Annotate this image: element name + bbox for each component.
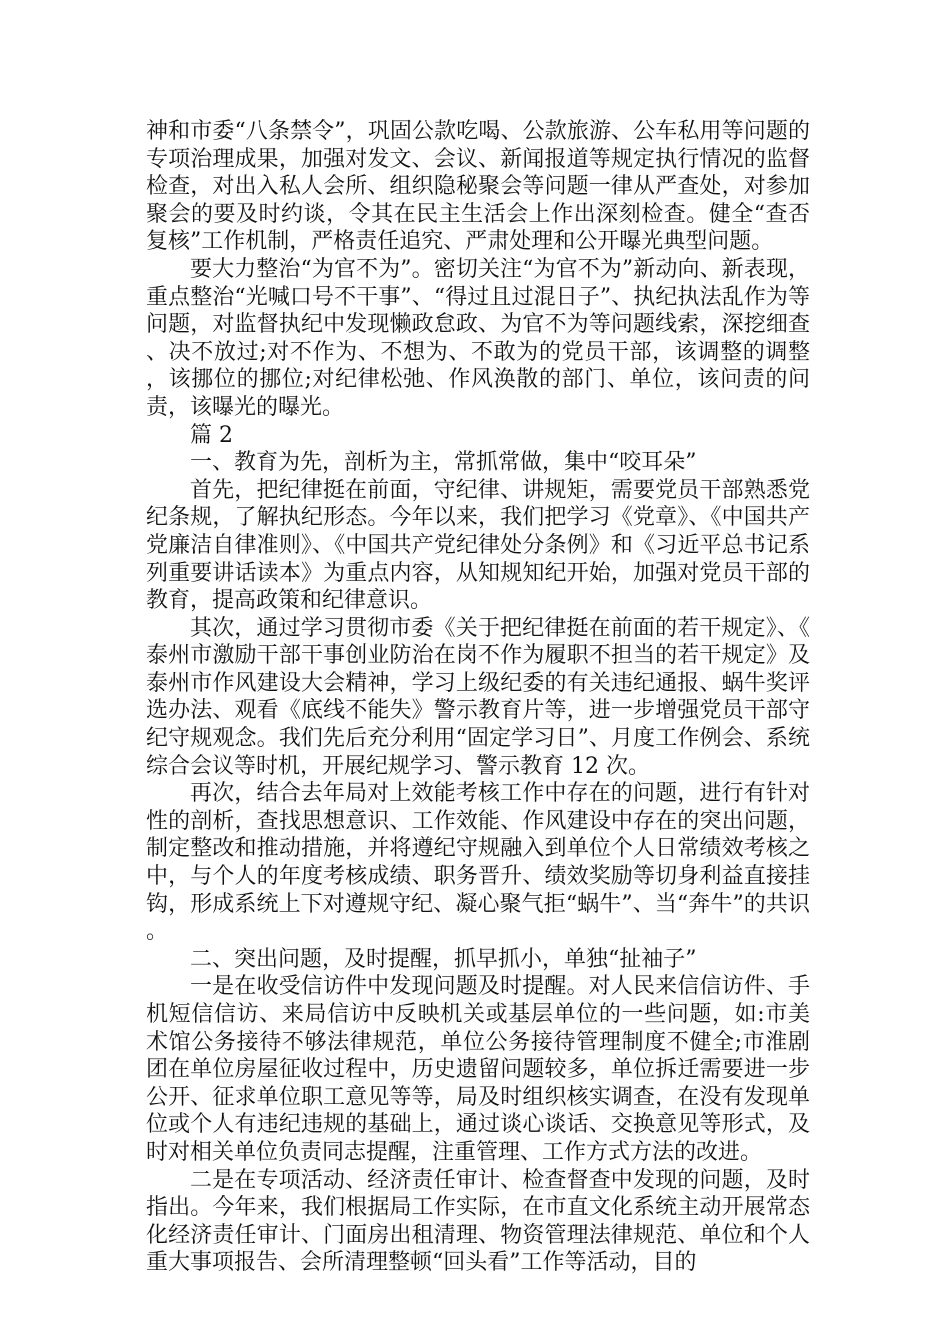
subsection-heading: 一、教育为先，剖析为主，常抓常做，集中“咬耳朵” bbox=[190, 450, 697, 476]
paragraph: 一是在收受信访件中发现问题及时提醒。对人民来信信访件、手机短信信访、来局信访中反映机关或基层单位的一些问题，如:市美术馆公务接待不够法律规范，单位公务接待管理制度不健全;市淮剧团在单位房屋征收过程中，历史遗留问题较多，单位拆迁需要进一步公开、征求单位职工意见等等，局及时组织核实调查，在没有发现单位或个人有违纪违规的基础上，通过谈心谈话、交换意见等形式，及时对相关单位负责同志提醒，注重管理、工作方式方法的改进。 bbox=[146, 974, 810, 1165]
paragraph: 要大力整治“为官不为”。密切关注“为官不为”新动向、新表现，重点整治“光喊口号不干事”、“得过且过混日子”、执纪执法乱作为等问题，对监督执纪中发现懒政怠政、为官不为等问题线索，深挖细查、决不放过;对不作为、不想为、不敢为的党员干部，该调整的调整，该挪位的挪位;对纪律松弛、作风涣散的部门、单位，该问责的问责，该曝光的曝光。 bbox=[146, 256, 810, 420]
paragraph: 首先，把纪律挺在前面，守纪律、讲规矩，需要党员干部熟悉党纪条规，了解执纪形态。今年以来，我们把学习《党章》、《中国共产党廉洁自律准则》、《中国共产党纪律处分条例》和《习近平总书记系列重要讲话读本》为重点内容，从知规知纪开始，加强对党员干部的教育，提高政策和纪律意识。 bbox=[146, 477, 810, 614]
document-body bbox=[146, 118, 810, 1277]
paragraph: 神和市委“八条禁令”，巩固公款吃喝、公款旅游、公车私用等问题的专项治理成果，加强对发文、会议、新闻报道等规定执行情况的监督检查，对出入私人会所、组织隐秘聚会等问题一律从严查处，对参加聚会的要及时约谈，令其在民主生活会上作出深刻检查。健全“查否复核”工作机制，严格责任追究、严肃处理和公开曝光典型问题。 bbox=[146, 119, 810, 255]
paragraph: 其次，通过学习贯彻市委《关于把纪律挺在前面的若干规定》、《泰州市激励干部干事创业防治在岗不作为履职不担当的若干规定》及泰州市作风建设大会精神，学习上级纪委的有关违纪通报、蜗牛奖评选办法、观看《底线不能失》警示教育片等，进一步增强党员干部守纪守规观念。我们先后充分利用“固定学习日”、月度工作例会、系统综合会议等时机，开展纪规学习、警示教育 12 次。 bbox=[146, 615, 810, 779]
section-heading: 篇 2 bbox=[190, 422, 233, 448]
paragraph: 二是在专项活动、经济责任审计、检查督查中发现的问题，及时指出。今年来，我们根据局工作实际，在市直文化系统主动开展常态化经济责任审计、门面房出租清理、物资管理法律规范、单位和个人重大事项报告、会所清理整顿“回头看”工作等活动，目的 bbox=[146, 1167, 810, 1276]
subsection-heading: 二、突出问题，及时提醒，抓早抓小，单独“扯袖子” bbox=[190, 946, 697, 972]
paragraph: 再次，结合去年局对上效能考核工作中存在的问题，进行有针对性的剖析，查找思想意识、工作效能、作风建设中存在的突出问题，制定整改和推动措施，并将遵纪守规融入到单位个人日常绩效考核之中，与个人的年度考核成绩、职务晋升、绩效奖励等切身利益直接挂钩，形成系统上下对遵规守纪、凝心聚气拒“蜗牛”、当“奔牛”的共识。 bbox=[146, 781, 810, 945]
